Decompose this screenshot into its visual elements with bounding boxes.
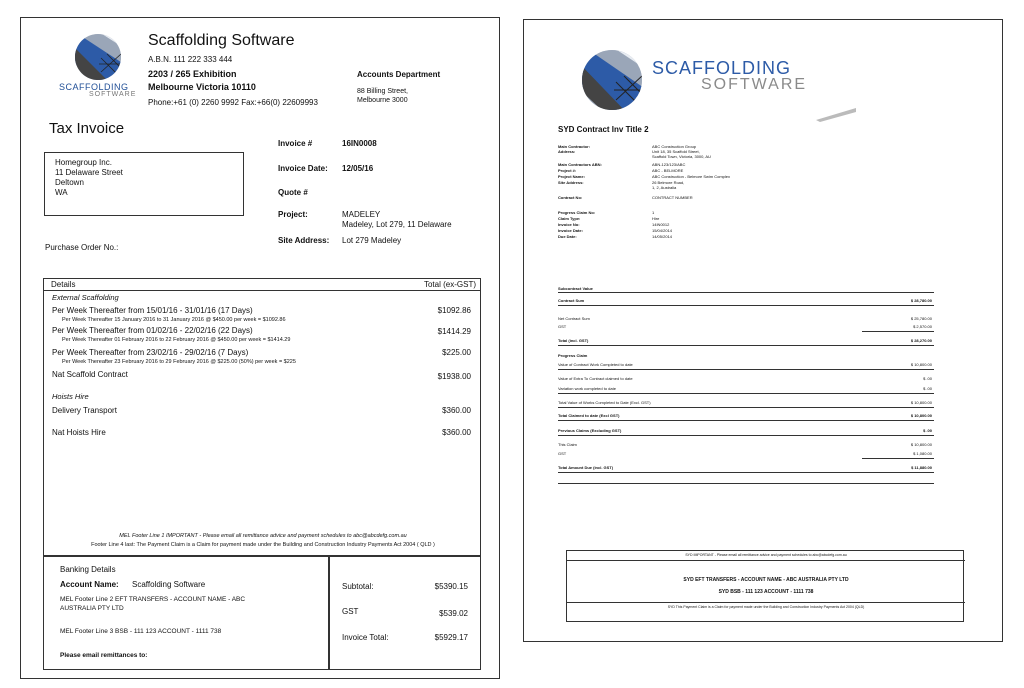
payment-claim-page (523, 19, 1003, 642)
company-logo-large (578, 48, 868, 126)
bill-to-line: Homegroup Inc. (55, 158, 112, 167)
line-item-description: Per Week Thereafter from 01/02/16 - 22/02/16 (22 Days) (52, 326, 253, 335)
divider-line (558, 305, 934, 306)
bill-to-address-box (44, 152, 244, 216)
claim-field-value: ABC - BELMORE (652, 168, 684, 173)
divider-line (558, 292, 934, 293)
company-name: Scaffolding Software (148, 32, 295, 49)
divider-line (558, 483, 934, 484)
claim-field-value: Unit 18, 35 Scaffold Street, (652, 149, 700, 154)
claim-title: SYD Contract Inv Title 2 (558, 125, 649, 134)
divider-line (558, 393, 934, 394)
claim-field-label: Address: (558, 149, 576, 154)
claim-field-label: Main Contractor: (558, 144, 590, 149)
claim-field-label: Invoice No: (558, 222, 580, 227)
value-contract-work-amount: $ 10,800.00 (910, 362, 932, 367)
line-item-amount: $1092.86 (437, 306, 471, 315)
divider-line (558, 420, 934, 421)
claim-field-label: Project #: (558, 168, 577, 173)
claim-field-value: ABN-123/123/ABC (652, 162, 686, 167)
subtotal-amount: $5390.15 (434, 582, 468, 591)
contract-sum-label: Contract Sum (558, 298, 585, 303)
tax-invoice-page (20, 17, 500, 679)
total-claimed-amount: $ 10,800.00 (910, 413, 932, 418)
line-item-amount: $1414.29 (437, 327, 471, 336)
section-hoists-hire: Hoists Hire (52, 392, 89, 401)
abn-number: A.B.N. 111 222 333 444 (148, 55, 233, 64)
net-contract-amount: $ 25,780.00 (910, 316, 932, 321)
progress-claim-label: Progress Claim (558, 353, 588, 358)
invoice-total-label: Invoice Total: (342, 633, 389, 642)
subtotal-label: Subtotal: (342, 582, 374, 591)
claim-field-label: Main Contractors ABN: (558, 162, 602, 167)
logo-emblem-icon (69, 32, 127, 82)
claim-field-value: 14/05/2014 (652, 234, 673, 239)
invoice-details-table (43, 278, 481, 556)
banking-details-box (43, 556, 329, 670)
value-contract-work-label: Value of Contract Work Completed to date (558, 362, 633, 367)
total-claimed-label: Total Claimed to date (Excl GST) (558, 413, 620, 418)
purchase-order-label: Purchase Order No.: (45, 243, 119, 252)
footer-line-4: Footer Line 4 last: The Payment Claim is a Claim for payment made under the Building and Construction Industry Payments Act 2004 ( QLD ) (91, 542, 435, 548)
variation-work-amount: $ .00 (923, 386, 932, 391)
gst-label: GST (342, 607, 359, 616)
accounts-address-line1: 88 Billing Street, (357, 88, 408, 95)
company-logo (59, 32, 139, 98)
logo-text-bottom: SOFTWARE (701, 76, 808, 93)
divider-line (558, 435, 934, 436)
claim-field-value: 15/04/2014 (652, 228, 673, 233)
line-item-description: Per Week Thereafter from 23/02/16 - 29/02/16 (7 Days) (52, 348, 249, 357)
net-contract-label: Net Contract Sum (558, 316, 590, 321)
remittance-email-label: Please email remittances to: (60, 652, 148, 659)
site-address-label: Site Address: (278, 236, 330, 245)
bill-to-line: Deltown (55, 178, 84, 187)
claim-field-label: Invoice Date: (558, 228, 583, 233)
previous-claims-amount: $ .00 (923, 428, 932, 433)
claim-field-label: Claim Type: (558, 216, 581, 221)
document-title: Tax Invoice (49, 120, 125, 137)
footer-eft-transfer: SYD EFT TRANSFERS - ACCOUNT NAME - ABC AUSTRALIA PTY LTD (683, 577, 849, 583)
footer-claim-note: SYD This Payment Claim is a Claim for payment made under the Building and Construction Industry Payments Act 2004 (QLD) (667, 605, 865, 609)
company-address-line1: 2203 / 265 Exhibition (148, 69, 237, 79)
footer-bsb-account: SYD BSB - 111 123 ACCOUNT - 1111 738 (718, 589, 814, 595)
divider-line (862, 458, 934, 459)
subcontract-value-label: Subcontract Value (558, 286, 593, 291)
invoice-date: 12/05/16 (342, 164, 374, 173)
logo-text-top: SCAFFOLDING (59, 82, 129, 92)
line-item-detail: Per Week Thereafter 15 January 2016 to 31 January 2016 @ $450.00 per week = $1092.86 (62, 317, 286, 323)
claim-field-value: CONTRACT NUMBER (652, 195, 693, 200)
total-amount-due-label: Total Amount Due (incl. GST) (558, 465, 614, 470)
gst-label: GST (558, 451, 567, 456)
nat-hoists-hire-amount: $360.00 (442, 428, 471, 437)
invoice-date-label: Invoice Date: (278, 164, 328, 173)
total-incl-gst-amount: $ 28,270.00 (910, 338, 932, 343)
claim-field-value: 26 Belmore Road, (652, 180, 685, 185)
logo-emblem-icon (578, 48, 650, 114)
claim-footer-box (566, 550, 964, 622)
logo-text-top: SCAFFOLDING (652, 58, 792, 78)
line-item-detail: Per Week Thereafter 23 February 2016 to 29 February 2016 @ $225.00 (50%) per week = $225 (62, 359, 296, 365)
account-name: Scaffolding Software (132, 580, 206, 589)
total-value-works-amount: $ 10,800.00 (910, 400, 932, 405)
total-amount-due: $ 11,880.00 (911, 465, 932, 470)
invoice-totals-box (329, 556, 481, 670)
divider-line (862, 331, 934, 332)
divider-line (558, 345, 934, 346)
account-name-label: Account Name: (60, 580, 119, 589)
bill-to-line: WA (55, 188, 68, 197)
claim-field-label: Due Date: (558, 234, 577, 239)
divider-line (567, 560, 965, 561)
claim-field-label: Progress Claim No: (558, 210, 596, 215)
line-item-description: Per Week Thereafter from 15/01/16 - 31/01/16 (17 Days) (52, 306, 253, 315)
claim-field-value: Scaffold Town, Victoria, 3000, AU (652, 154, 711, 159)
claim-field-label: Contract No: (558, 195, 583, 200)
this-claim-label: This Claim (558, 442, 577, 447)
details-header-row (44, 279, 480, 291)
total-column-header: Total (ex-GST) (423, 280, 476, 289)
delivery-transport-amount: $360.00 (442, 406, 471, 415)
nat-scaffold-contract-label: Nat Scaffold Contract (52, 370, 128, 379)
line-item-amount: $225.00 (442, 348, 471, 357)
delivery-transport-label: Delivery Transport (52, 406, 117, 415)
details-column-header: Details (51, 280, 76, 289)
value-extra-amount: $ .00 (923, 376, 932, 381)
site-address: Lot 279 Madeley (342, 236, 402, 245)
gst-amount: $539.02 (439, 609, 468, 618)
quote-number-label: Quote # (278, 188, 308, 197)
gst-amount: $ 2,570.00 (913, 324, 932, 329)
claim-field-value: ABC Construction - Belmore Swim Complex (652, 174, 731, 179)
bank-footer-line2: MEL Footer Line 2 EFT TRANSFERS - ACCOUNT NAME - ABC (60, 596, 246, 603)
contract-sum-amount: $ 28,780.00 (910, 298, 932, 303)
claim-field-label: Project Name: (558, 174, 585, 179)
project-name: MADELEY (342, 210, 381, 219)
accounts-address-line2: Melbourne 3000 (357, 97, 408, 104)
claim-field-value: 1 (652, 210, 655, 215)
logo-text-bottom: SOFTWARE (89, 91, 137, 98)
total-incl-gst-label: Total (incl. GST) (558, 338, 589, 343)
footer-line-1: MEL Footer Line 1 IMPORTANT - Please email all remittance advice and payment schedules to abc@abcdefg.com.au (119, 533, 407, 539)
section-external-scaffolding: External Scaffolding (52, 293, 119, 302)
invoice-total-amount: $5929.17 (434, 633, 468, 642)
company-phone-fax: Phone:+61 (0) 2260 9992 Fax:+66(0) 22609993 (148, 98, 318, 107)
gst-amount: $ 1,080.00 (913, 451, 932, 456)
previous-claims-label: Previous Claims (Excluding GST) (558, 428, 622, 433)
project-label: Project: (278, 210, 308, 219)
claim-field-label: Site Address: (558, 180, 584, 185)
divider-line (558, 472, 934, 473)
bill-to-line: 11 Delaware Street (55, 168, 123, 177)
invoice-number: 16IN0008 (342, 139, 377, 148)
footer-important-note: SYD IMPORTANT - Please email all remittance advice and payment schedules to abc@abcdefg.com.au (685, 553, 847, 557)
this-claim-amount: $ 10,800.00 (910, 442, 932, 447)
variation-work-label: Variation work completed to date (558, 386, 616, 391)
nat-scaffold-contract-amount: $1938.00 (437, 372, 471, 381)
divider-line (558, 369, 934, 370)
nat-hoists-hire-label: Nat Hoists Hire (52, 428, 106, 437)
divider-line (558, 407, 934, 408)
company-address-line2: Melbourne Victoria 10110 (148, 82, 256, 92)
gst-label: GST (558, 324, 567, 329)
total-value-works-label: Total Value of Works Completed to Date (Excl. GST) (558, 400, 651, 405)
claim-field-value: ABC Construction Group (652, 144, 697, 149)
line-item-detail: Per Week Thereafter 01 February 2016 to 22 February 2016 @ $450.00 per week = $1414.29 (62, 337, 291, 343)
banking-details-title: Banking Details (60, 565, 116, 574)
claim-field-value: 1, 2, Australia (652, 185, 677, 190)
claim-field-value: Hire (652, 216, 660, 221)
value-extra-label: Value of Extra To Contract claimed to date (558, 376, 633, 381)
logo-underline-decoration (816, 108, 856, 122)
accounts-department-label: Accounts Department (357, 70, 441, 79)
divider-line (567, 602, 965, 603)
claim-field-value: 14IN0012 (652, 222, 670, 227)
project-address: Madeley, Lot 279, 11 Delaware (342, 220, 452, 229)
bank-footer-line2-cont: AUSTRALIA PTY LTD (60, 605, 124, 612)
invoice-number-label: Invoice # (278, 139, 313, 148)
bank-footer-line3: MEL Footer Line 3 BSB - 111 123 ACCOUNT - 1111 738 (60, 628, 222, 635)
